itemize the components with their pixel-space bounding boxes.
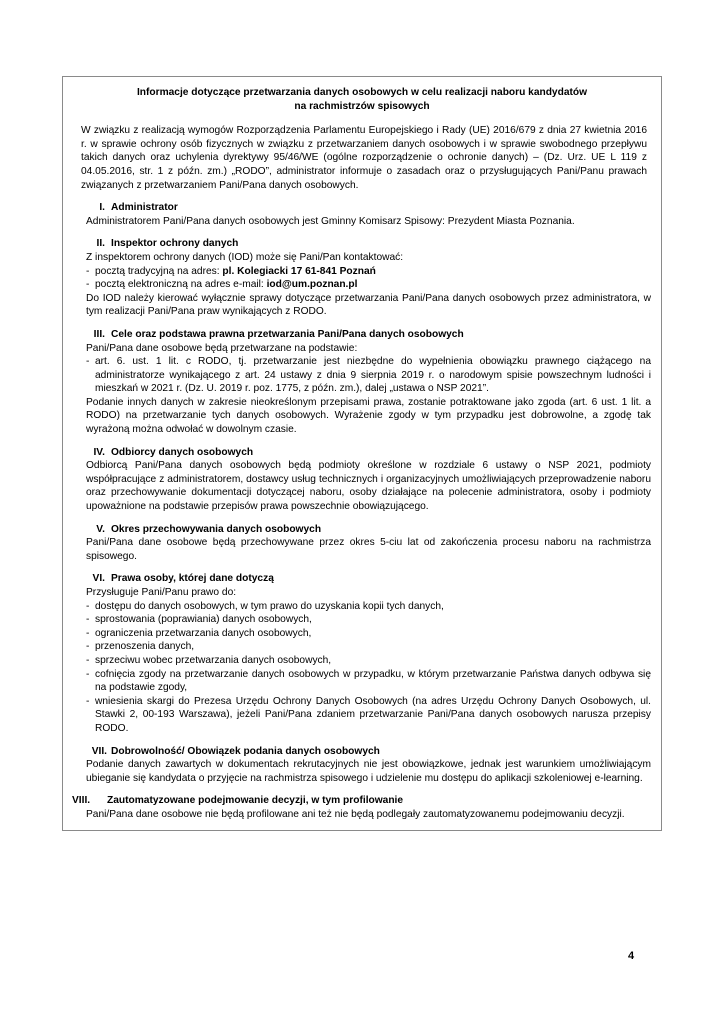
rights-item-text: dostępu do danych osobowych, w tym prawo do uzyskania kopii tych danych, [95,600,444,612]
section-heading-i: Administrator [111,202,178,214]
dash-marker: - [86,627,90,639]
paragraph: Podanie danych zawartych w dokumentach rekrutacyjnych nie jest obowiązkowe, jednak jest warunkiem umożliwiającym ubieganie się kandydata o przyjęcie na rachmistrza spisowego i udzielenie mu dostępu do aplikacji szkoleniowej e-learning. [86,759,651,784]
paragraph: Odbiorcą Pani/Pana danych osobowych będą podmioty określone w rozdziale 6 ustawy o NSP 2021, podmioty współpracujące z administratorem, dostawcy usług technicznych i organizacyjnych umożliwiających przeprowadzenie naboru oraz przechowywanie dokumentacji dotyczącej naboru, osoby działające na polecenie administratora, osoby i podmioty upoważnione na podstawie przepisów prawa powszechnie obowiązującego. [86,460,651,513]
contact-postal-item [86,265,651,279]
paragraph: Z inspektorem ochrony danych (IOD) może się Pani/Pan kontaktować: [86,251,404,263]
section-number-viii: VIII. [72,795,91,807]
rights-list-item [86,640,651,654]
section-administrator [73,201,651,228]
contact-email-item [86,278,651,292]
rights-item-text: wniesienia skargi do Prezesa Urzędu Ochrony Danych Osobowych (na adres Urzędu Ochrony Danych Osobowych, ul. Stawki 2, 00-193 Warszawa), jeżeli Pani/Pana zdaniem przetwarzanie Pani/Pana danych osobowych narusza przepisy RODO. [95,695,651,734]
document-title-line-2: na rachmistrzów spisowych [294,100,430,112]
section-odbiorcy-danych [73,446,651,514]
section-cele-podstawa-prawna [73,328,651,437]
paragraph: Do IOD należy kierować wyłącznie sprawy dotyczące przetwarzania Pani/Pana danych osobowych przez administratora, w tym realizacji Pani/Pana praw wynikających z RODO. [86,292,651,318]
paragraph: Przysługuje Pani/Panu prawo do: [86,587,237,598]
section-inspektor-ochrony-danych [73,237,651,319]
section-dobrowolnosc [73,745,651,786]
section-heading-viii: Zautomatyzowane podejmowanie decyzji, w tym profilowanie [107,795,404,807]
section-number-vi: VI. [92,573,105,585]
contact-postal-label: pocztą tradycyjną na adres: [95,265,223,277]
rights-list-item [86,613,651,627]
rights-item-text: ograniczenia przetwarzania danych osobowych, [95,627,312,639]
dash-marker: - [86,654,90,666]
section-okres-przechowywania [73,523,651,564]
rights-list-item [86,600,651,614]
section-body-vii [86,758,651,785]
section-body-v [86,536,651,563]
page-number: 4 [628,950,635,962]
rights-list-item [86,627,651,641]
rights-item-text: sprzeciwu wobec przetwarzania danych osobowych, [95,654,332,666]
section-body-vi [86,586,651,736]
section-body-iv [86,459,651,513]
document-title [87,86,637,113]
rights-list-item [86,695,651,736]
dash-marker: - [86,279,90,291]
dash-marker: - [86,641,90,653]
section-number-v: V. [96,523,105,535]
dash-marker: - [86,600,90,612]
document-title-line-1: Informacje dotyczące przetwarzania danych osobowych w celu realizacji naboru kandydatów [136,87,588,98]
section-number-vii: VII. [91,745,107,757]
section-number-iii: III. [93,328,105,340]
section-zautomatyzowane-decyzje [73,794,651,821]
section-heading-vii: Dobrowolność/ Obowiązek podania danych osobowych [111,745,380,757]
dash-marker: - [86,356,90,368]
rights-item-text: cofnięcia zgody na przetwarzanie danych osobowych w przypadku, w którym przetwarzanie Państwa danych odbywa się na podstawie zgody, [95,668,651,694]
contact-email-label: pocztą elektroniczną na adres e-mail: [95,279,267,291]
section-body-viii [86,808,651,822]
document-content-box [62,76,662,831]
rights-list-item [86,654,651,668]
legal-basis-text: art. 6. ust. 1 lit. c RODO, tj. przetwarzanie jest niezbędne do wypełnienia obowiązku prawnego ciążącego na administratorze wynikającego z art. 24 ustawy z dnia 9 sierpnia 2019 r. o narodowym spisie powszechnym ludności i mieszkań w 2021 r. (Dz. U. 2019 r. poz. 1775, z późn. zm.), dalej „ustawa o NSP 2021”. [95,356,651,395]
section-number-ii: II. [96,238,105,250]
paragraph: Pani/Pana dane osobowe będą przetwarzane na podstawie: [86,342,358,354]
legal-basis-item [86,355,651,396]
intro-paragraph: W związku z realizacją wymogów Rozporządzenia Parlamentu Europejskiego i Rady (UE) 2016/679 z dnia 27 kwietnia 2016 r. w sprawie ochrony osób fizycznych w związku z przetwarzaniem danych osobowych i w sprawie swobodnego przepływu takich danych oraz uchylenia dyrektywy 95/46/WE (ogólne rozporządzenie o ochronie danych) – (Dz. Urz. UE L 119 z 04.05.2016, str. 1 z późn. zm.) „RODO”, administrator informuje o zasadach oraz o przysługujących Pani/Panu prawach związanych z przetwarzaniem Pani/Pana danych osobowych. [81,125,647,191]
paragraph: Podanie innych danych w zakresie nieokreślonym przepisami prawa, zostanie potraktowane jako zgoda (art. 6 ust. 1 lit. a RODO) na przetwarzanie tych danych osobowych. Wyrażenie zgody w tym przypadku jest dobrowolne, a zgodę tak wyrażoną można odwołać w dowolnym czasie. [86,396,651,436]
paragraph: Administratorem Pani/Pana danych osobowych jest Gminny Komisarz Spisowy: Prezydent Miasta Poznania. [86,215,575,227]
section-prawa-osoby [73,572,651,735]
section-body-i [86,215,651,229]
section-body-ii [86,251,651,319]
section-heading-vi: Prawa osoby, której dane dotyczą [111,573,274,585]
section-number-iv: IV. [93,446,105,458]
section-heading-ii: Inspektor ochrony danych [111,238,239,250]
contact-email-address: iod@um.poznan.pl [266,279,358,291]
contact-postal-address: pl. Kolegiacki 17 61-841 Poznań [222,265,376,277]
rights-list-item [86,668,651,695]
dash-marker: - [86,614,90,626]
section-heading-v: Okres przechowywania danych osobowych [111,523,322,535]
section-heading-iv: Odbiorcy danych osobowych [111,446,254,458]
rights-item-text: przenoszenia danych, [95,641,195,653]
section-body-iii [86,342,651,437]
rights-item-text: sprostowania (poprawiania) danych osobowych, [95,614,312,626]
section-heading-iii: Cele oraz podstawa prawna przetwarzania Pani/Pana danych osobowych [111,328,464,340]
dash-marker: - [86,265,90,277]
paragraph: Pani/Pana dane osobowe nie będą profilowane ani też nie będą podlegały zautomatyzowanemu podejmowaniu decyzji. [86,808,625,820]
dash-marker: - [86,695,90,707]
dash-marker: - [86,668,90,680]
paragraph: Pani/Pana dane osobowe będą przechowywane przez okres 5-ciu lat od zakończenia procesu naboru na rachmistrza spisowego. [86,537,651,562]
section-number-i: I. [99,202,105,214]
